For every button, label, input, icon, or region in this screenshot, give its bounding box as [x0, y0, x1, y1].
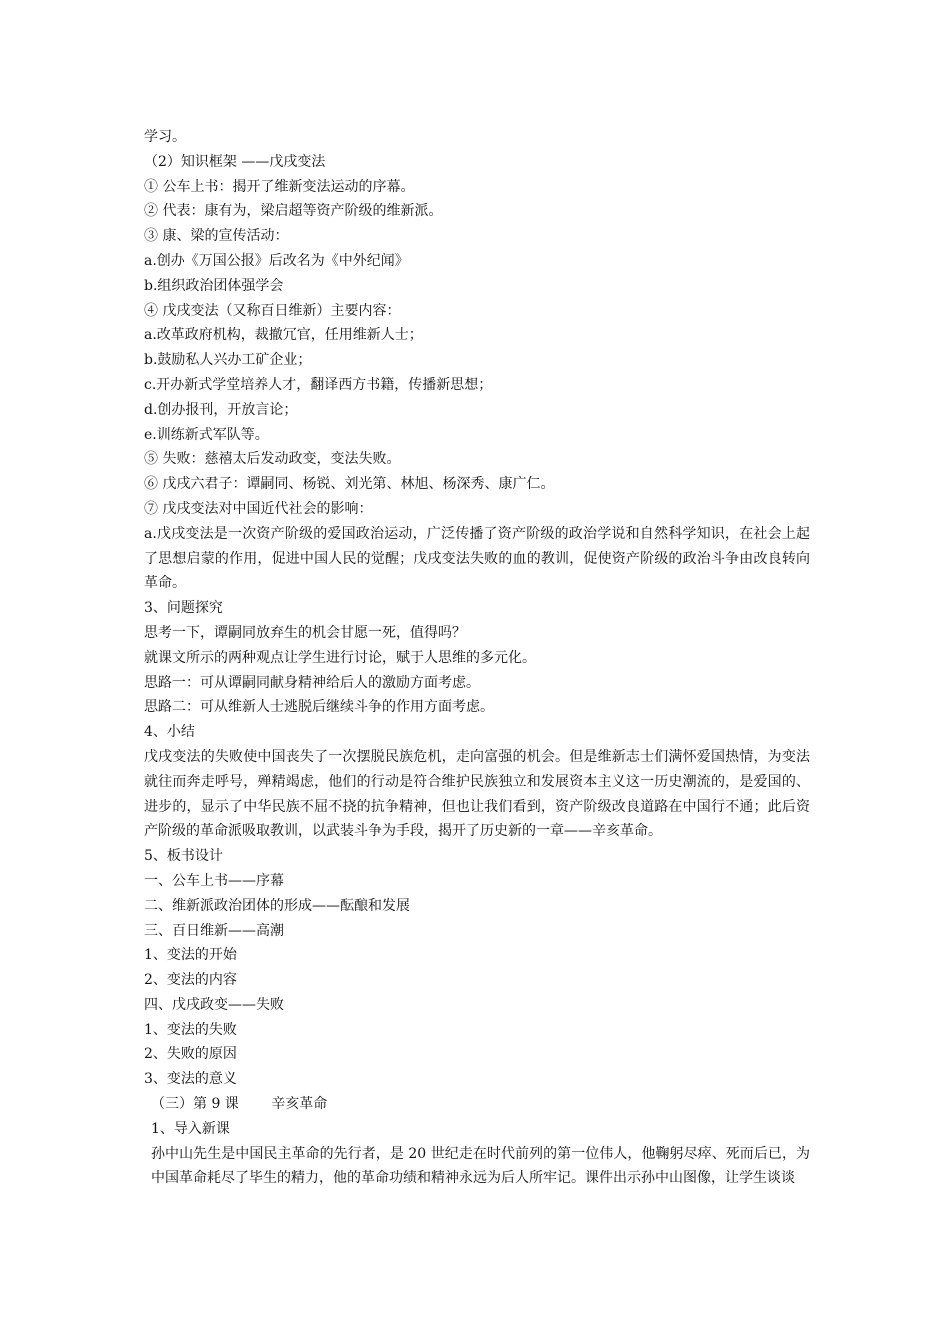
text-line: 2、变法的内容	[144, 972, 237, 989]
text-line: d.创办报刊，开放言论；	[144, 401, 298, 418]
text-line: ③ 康、梁的宣传活动：	[144, 228, 289, 245]
text-line: 3、变法的意义	[144, 1071, 237, 1088]
section-heading: 3、问题探究	[144, 600, 223, 617]
text-line: 思路一：可从谭嗣同献身精神给后人的激励方面考虑。	[144, 674, 480, 691]
text-line: 2、失败的原因	[144, 1046, 237, 1063]
section-heading: （2）知识框架 ——戊戌变法	[144, 153, 326, 170]
text-line: 学习。	[144, 129, 186, 145]
section-heading: 4、小结	[144, 724, 195, 741]
text-paragraph: 戊戌变法的失败使中国丧失了一次摆脱民族危机，走向富强的机会。但是维新志士们满怀爱国热情，为变法就往而奔走呼号，殚精竭虑，他们的行动是符合维护民族独立和发展资本主义这一历史潮流的，是爱国的、进步的，显示了中华民族不屈不挠的抗争精神，但也让我们看到，资产阶级改良道路在中国行不通；此后资产阶级的革命派吸取教训，以武装斗争为手段，揭开了历史新的一章——辛亥革命。	[144, 748, 810, 840]
text-line: c.开办新式学堂培养人才，翻译西方书籍，传播新思想；	[144, 376, 493, 393]
text-line: a.创办《万国公报》后改名为《中外纪闻》	[144, 252, 409, 269]
text-line: 就课文所示的两种观点让学生进行讨论，赋于人思维的多元化。	[144, 649, 536, 666]
section-heading: 5、板书设计	[144, 848, 223, 865]
text-line: b.鼓励私人兴办工矿企业；	[144, 352, 312, 369]
text-line: ⑤ 失败：慈禧太后发动政变，变法失败。	[144, 451, 401, 468]
section-heading: 1、导入新课	[151, 1120, 230, 1137]
text-line: e.训练新式军队等。	[144, 426, 269, 443]
text-line: 1、变法的开始	[144, 947, 237, 964]
text-line: a.改革政府机构，裁撤冗官，任用维新人士；	[144, 327, 423, 344]
text-line: 三、百日维新——高潮	[144, 922, 284, 939]
text-line: ② 代表：康有为，梁启超等资产阶级的维新派。	[144, 203, 443, 220]
text-line: 思路二：可从维新人士逃脱后继续斗争的作用方面考虑。	[144, 699, 494, 716]
text-line: ④ 戊戌变法（又称百日维新）主要内容：	[144, 302, 401, 319]
text-line: 1、变法的失败	[144, 1021, 237, 1038]
text-line: ⑦ 戊戌变法对中国近代社会的影响：	[144, 500, 373, 517]
text-paragraph: a.戊戌变法是一次资产阶级的爱国政治运动，广泛传播了资产阶级的政治学说和自然科学知识，在社会上起了思想启蒙的作用，促进中国人民的觉醒；戊戌变法失败的血的教训，促使资产阶级的政治斗争由改良转向革命。	[144, 525, 810, 592]
text-line: ⑥ 戊戌六君子：谭嗣同、杨锐、刘光第、林旭、杨深秀、康广仁。	[144, 476, 555, 493]
text-line: 四、戊戌政变——失败	[144, 996, 284, 1013]
document-body	[144, 125, 810, 1191]
text-line: 思考一下，谭嗣同放弃生的机会甘愿一死，值得吗？	[144, 624, 466, 641]
text-paragraph: 孙中山先生是中国民主革命的先行者，是 20 世纪走在时代前列的第一位伟人，他鞠躬尽瘁、死而后已，为中国革命耗尽了毕生的精力，他的革命功绩和精神永远为后人所牢记。课件出示孙中山图像，让学生谈谈	[151, 1145, 810, 1187]
text-line: b.组织政治团体强学会	[144, 277, 284, 294]
lesson-heading: （三）第 9 课 辛亥革命	[151, 1096, 328, 1113]
text-line: 一、公车上书——序幕	[144, 872, 284, 889]
text-line: ① 公车上书：揭开了维新变法运动的序幕。	[144, 178, 415, 195]
text-line: 二、维新派政治团体的形成——酝酿和发展	[144, 897, 410, 914]
